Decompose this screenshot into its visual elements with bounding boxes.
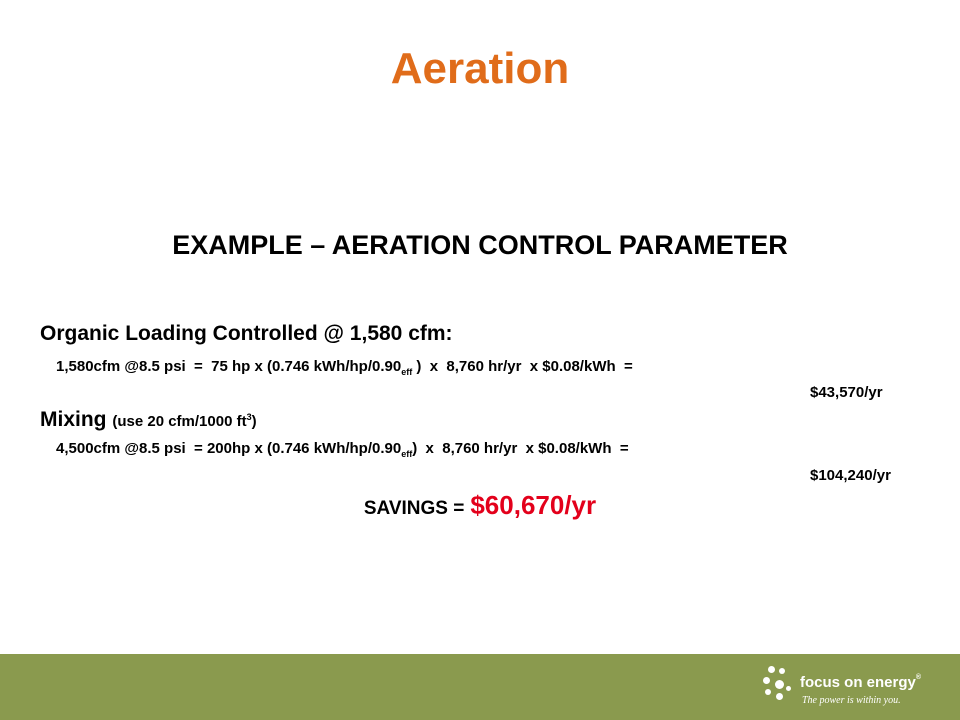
savings-label: SAVINGS = bbox=[363, 498, 465, 519]
mixing-heading bbox=[40, 408, 257, 432]
savings-line bbox=[0, 490, 960, 521]
organic-calc-subscript: eff bbox=[401, 367, 413, 377]
organic-loading-calculation bbox=[56, 358, 633, 377]
mixing-heading-label: Mixing bbox=[40, 408, 107, 431]
organic-loading-heading: Organic Loading Controlled @ 1,580 cfm: bbox=[40, 322, 453, 345]
mixing-note-superscript: 3 bbox=[246, 412, 252, 422]
organic-calc-text: 1,580cfm @8.5 psi = 75 hp x (0.746 kWh/hp/0.90 bbox=[56, 358, 402, 375]
brand-name bbox=[800, 674, 921, 691]
mixing-calc-text: 4,500cfm @8.5 psi = 200hp x (0.746 kWh/hp/0.90 bbox=[56, 440, 402, 457]
mixing-result: $104,240/yr bbox=[810, 467, 891, 484]
savings-value: $60,670/yr bbox=[470, 490, 597, 520]
brand-tagline: The power is within you. bbox=[802, 695, 901, 706]
brand-trademark: ® bbox=[915, 674, 922, 681]
example-heading: EXAMPLE – AERATION CONTROL PARAMETER bbox=[172, 230, 788, 260]
mixing-note bbox=[112, 413, 256, 430]
mixing-calc-subscript: eff bbox=[401, 449, 413, 459]
mixing-note-end: ) bbox=[251, 413, 257, 430]
slide-title: Aeration bbox=[390, 44, 570, 93]
mixing-calc-text-end: ) x 8,760 hr/yr x $0.08/kWh = bbox=[412, 440, 629, 457]
mixing-calculation bbox=[56, 440, 629, 459]
organic-loading-result: $43,570/yr bbox=[810, 384, 883, 401]
mixing-note-text: (use 20 cfm/1000 ft bbox=[112, 413, 247, 430]
brand-name-text: focus on energy bbox=[800, 674, 916, 691]
organic-calc-text-end: ) x 8,760 hr/yr x $0.08/kWh = bbox=[412, 358, 633, 375]
